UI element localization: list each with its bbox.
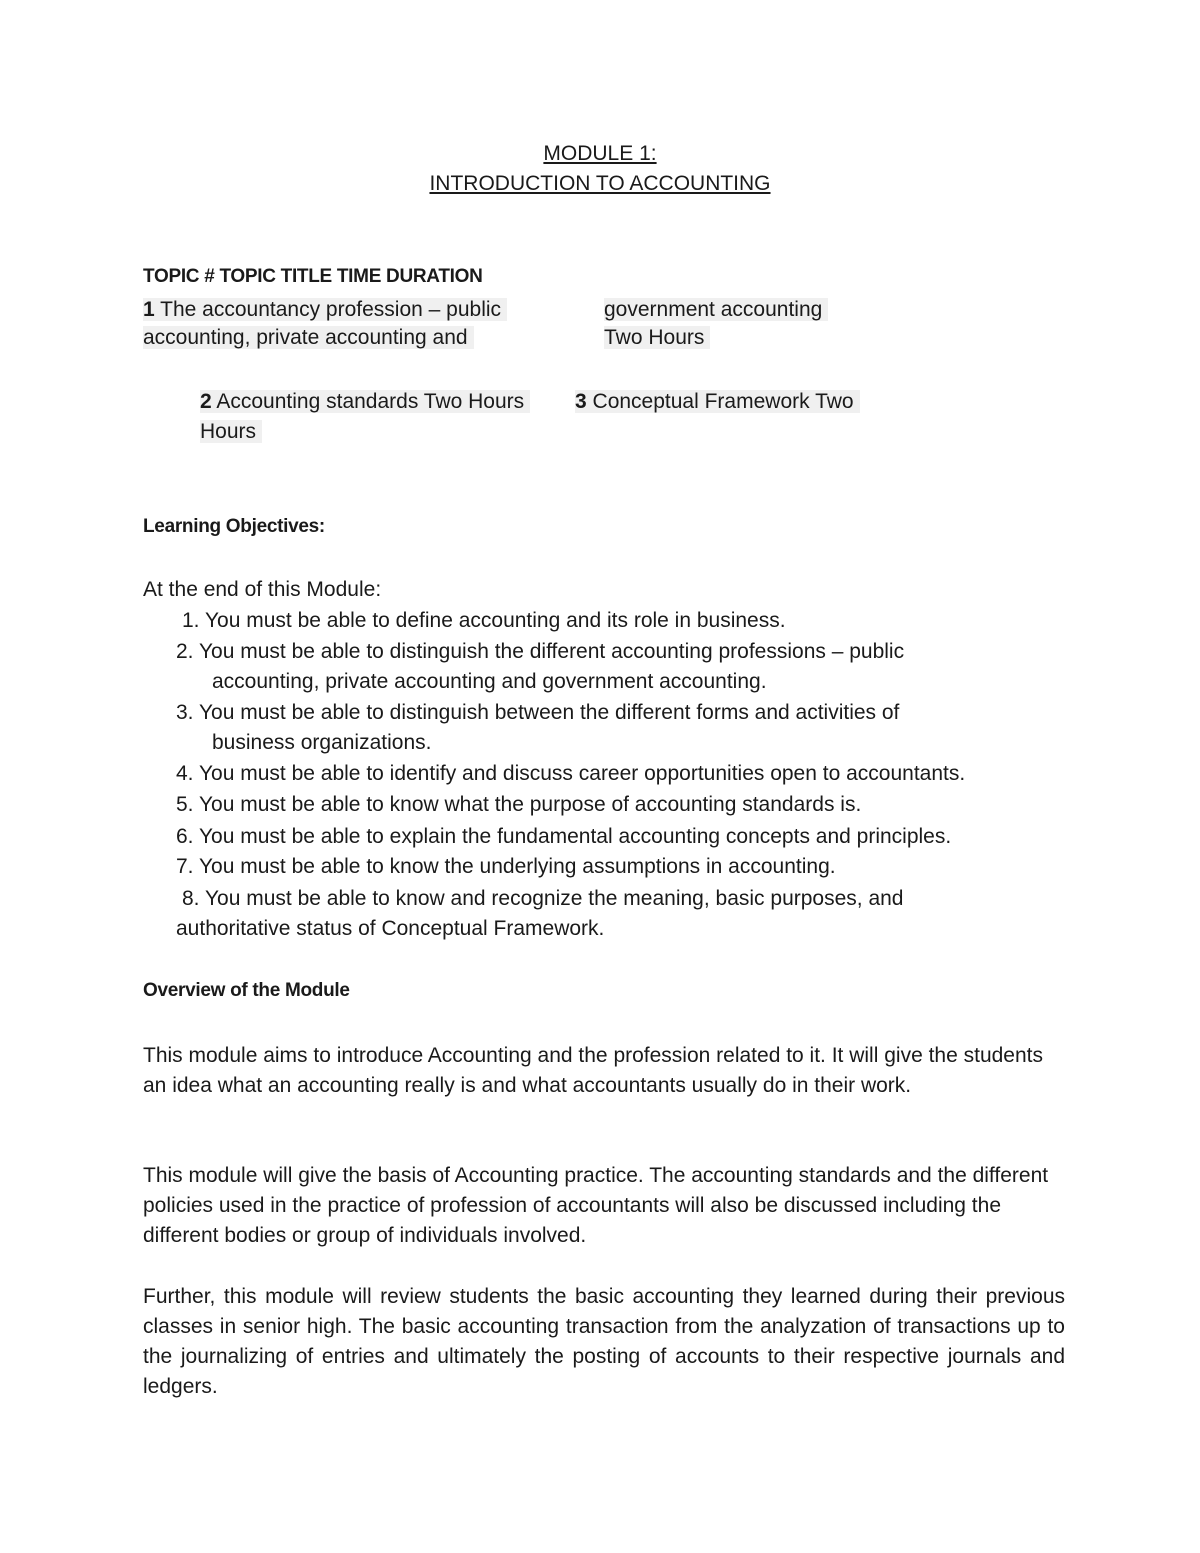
objective-item: 6. You must be able to explain the fundamental accounting concepts and principles. <box>176 825 952 848</box>
objective-item-continued: authoritative status of Conceptual Framework. <box>176 917 605 940</box>
module-title: INTRODUCTION TO ACCOUNTING <box>429 172 771 195</box>
objective-item: 4. You must be able to identify and discuss career opportunities open to accountants. <box>176 762 966 785</box>
topic-1-duration-line-1: government accounting <box>604 295 828 325</box>
objectives-heading: Learning Objectives: <box>143 516 325 537</box>
topic-table-header: TOPIC # TOPIC TITLE TIME DURATION <box>143 266 483 287</box>
objective-item: 7. You must be able to know the underlying assumptions in accounting. <box>176 855 836 878</box>
topic-2-number: 2 <box>200 390 212 413</box>
topic-2: 2 Accounting standards Two Hours <box>200 387 530 417</box>
topic-1-number: 1 <box>143 298 155 321</box>
objective-item: 8. You must be able to know and recognize the meaning, basic purposes, and <box>182 887 904 910</box>
objective-item: 1. You must be able to define accounting and its role in business. <box>182 609 786 632</box>
overview-paragraph-1: This module aims to introduce Accounting and the profession related to it. It will give the students an idea what an accounting really is and what accountants usually do in their work. <box>143 1044 1043 1097</box>
overview-paragraph-2: This module will give the basis of Accounting practice. The accounting standards and the different policies used in the practice of profession of accountants will also be discussed including the different bodies or group of individuals involved. <box>143 1164 1049 1247</box>
topic-1-line-1: 1 The accountancy profession – public <box>143 295 507 325</box>
topic-3-number: 3 <box>575 390 587 413</box>
objective-item-continued: business organizations. <box>212 731 432 754</box>
objective-item: 5. You must be able to know what the purpose of accounting standards is. <box>176 793 862 816</box>
objective-item: 2. You must be able to distinguish the different accounting professions – public <box>176 640 905 663</box>
topic-3-continued: Hours <box>200 417 262 447</box>
topic-1-duration-line-2: Two Hours <box>604 323 710 353</box>
objective-item: 3. You must be able to distinguish between the different forms and activities of <box>176 701 900 724</box>
topic-1-line-2: accounting, private accounting and <box>143 323 474 353</box>
module-number: MODULE 1: <box>543 142 657 165</box>
objective-item-continued: accounting, private accounting and government accounting. <box>212 670 767 693</box>
objectives-intro: At the end of this Module: <box>143 578 382 601</box>
overview-heading: Overview of the Module <box>143 980 350 1001</box>
overview-paragraph-3: Further, this module will review students the basic accounting they learned during their previous classes in senior high. The basic accounting transaction from the analyzation of transactions up to the journalizing of entries and ultimately the posting of accounts to their respective journals and ledgers. <box>143 1285 1065 1398</box>
topic-3: 3 Conceptual Framework Two <box>575 387 860 417</box>
